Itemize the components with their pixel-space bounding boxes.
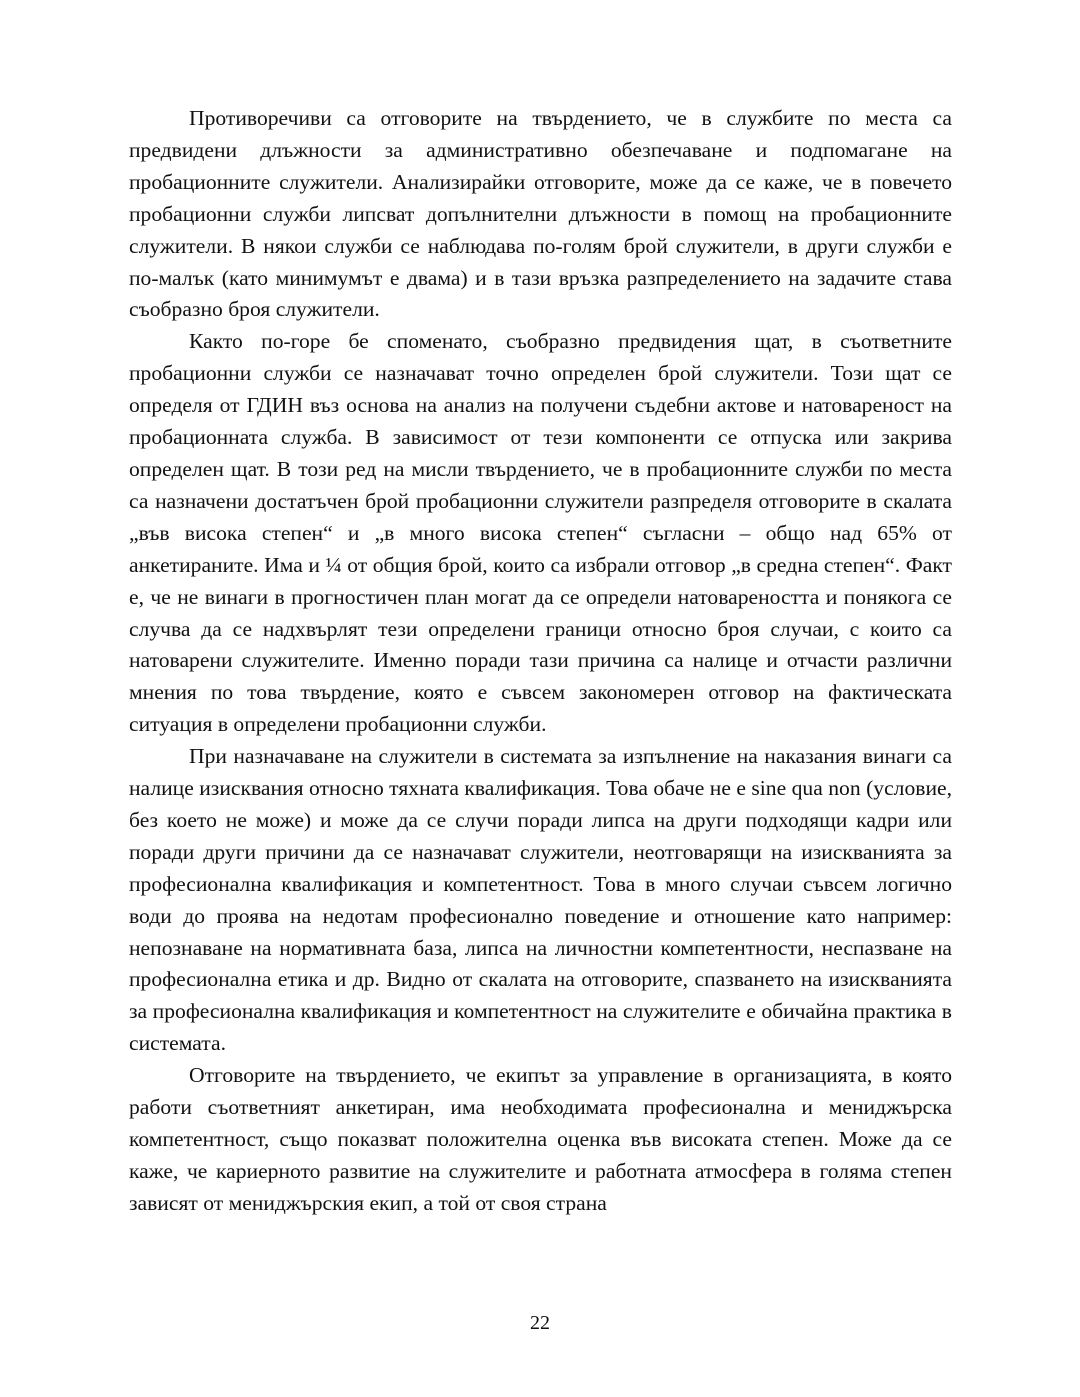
paragraph-2: Както по-горе бе споменато, съобразно предвидения щат, в съответните пробационни служби се назначават точно определен брой служители. Този щат се определя от ГДИН въз основа на анализ на получени съдебни актове и натовареност на пробационната служба. В зависимост от тези компоненти се отпуска или закрива определен щат. В този ред на мисли твърдението, че в пробационните служби по места са назначени достатъчен брой пробационни служители разпределя отговорите в скалата „във висока степен“ и „в много висока степен“ съгласни – общо над 65% от анкетираните. Има и ¼ от общия брой, които са избрали отговор „в средна степен“. Факт е, че не винаги в прогностичен план могат да се определи натовареността и понякога се случва да се надхвърлят тези определени граници относно броя случаи, с които са натоварени служителите. Именно поради тази причина са налице и отчасти различни мнения по това твърдение, която е съвсем закономерен отговор на фактическата ситуация в определени пробационни служби. [129,329,952,737]
paragraph-1: Противоречиви са отговорите на твърдението, че в службите по места са предвидени длъжности за административно обезпечаване и подпомагане на пробационните служители. Анализирайки отговорите, може да се каже, че в повечето пробационни служби липсват допълнителни длъжности в помощ на пробационните служители. В някои служби се наблюдава по-голям брой служители, в други служби е по-малък (като минимумът е двама) и в тази връзка разпределението на задачите става съобразно броя служители. [129,106,952,322]
paragraph-3: При назначаване на служители в системата за изпълнение на наказания винаги са налице изисквания относно тяхната квалификация. Това обаче не е sine qua non (условие, без което не може) и може да се случи поради липса на други подходящи кадри или поради други причини да се назначават служители, неотговарящи на изискванията за професионална квалификация и компетентност. Това в много случаи съвсем логично води до проява на недотам професионално поведение и отношение като например: непознаване на нормативната база, липса на личностни компетентности, неспазване на професионална етика и др. Видно от скалата на отговорите, спазването на изискванията за професионална квалификация и компетентност на служителите е обичайна практика в системата. [129,744,952,1056]
paragraph-4: Отговорите на твърдението, че екипът за управление в организацията, в която работи съответният анкетиран, има необходимата професионална и мениджърска компетентност, също показват положителна оценка във високата степен. Може да се каже, че кариерното развитие на служителите и работната атмосфера в голяма степен зависят от мениджърския екип, а той от своя страна [129,1063,952,1215]
page-number: 22 [530,1312,550,1334]
body-text [129,103,952,1220]
